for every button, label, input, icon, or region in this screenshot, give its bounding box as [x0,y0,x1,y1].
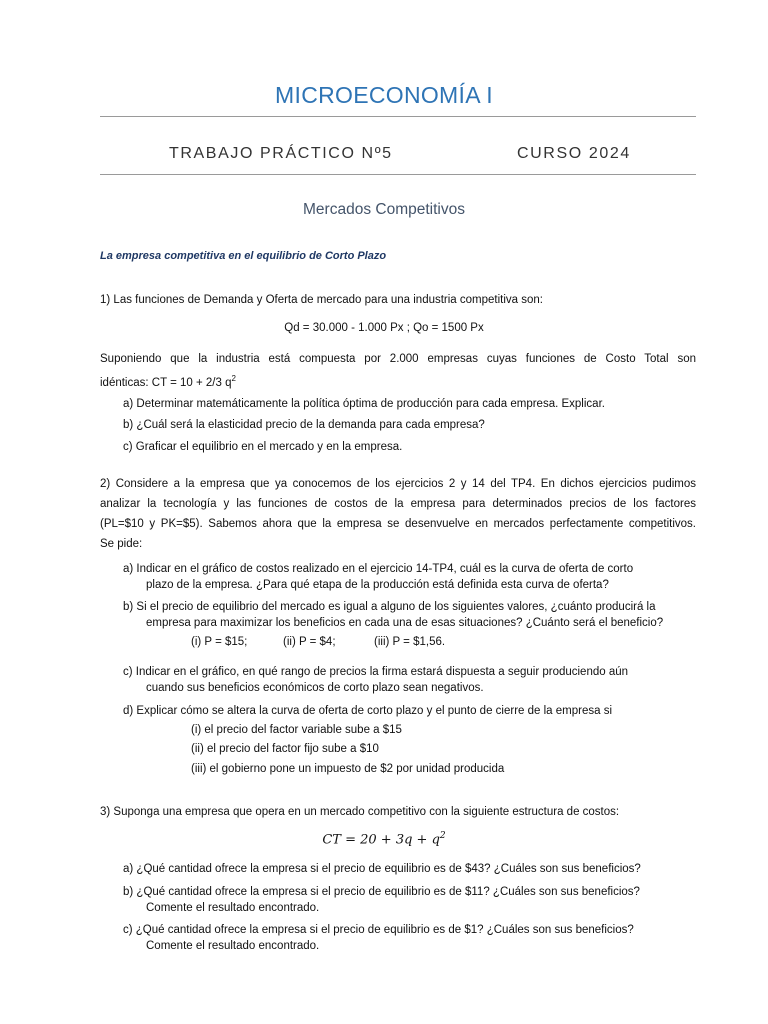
q3-item-b-line1: b) ¿Qué cantidad ofrece la empresa si el precio de equilibrio es de $11? ¿Cuáles son sus beneficios? [123,886,640,898]
q2-item-d-ii: (ii) el precio del factor fijo sube a $10 [191,743,379,755]
document-title: MICROECONOMÍA I [275,82,493,108]
q2-item-c-line1: c) Indicar en el gráfico, en qué rango de precios la firma estará dispuesta a seguir produciendo aún [123,666,629,678]
subheader-divider [100,174,696,175]
q2-price-i: (i) P = $15; [191,636,248,648]
q2-statement [100,474,696,554]
q3-exponent: 2 [439,831,446,841]
q3-item-c-line1: c) ¿Qué cantidad ofrece la empresa si el precio de equilibrio es de $1? ¿Cuáles son sus beneficios? [123,924,634,936]
q1-statement-line2 [100,369,696,393]
q2-line2: analizar la tecnología y las funciones de costos de la empresa para determinados precios de los factores [100,498,696,510]
course-year: CURSO 2024 [517,145,631,162]
q2-line4: Se pide: [100,538,143,550]
q3-item-a: a) ¿Qué cantidad ofrece la empresa si el precio de equilibrio es de $43? ¿Cuáles son sus beneficios? [123,863,641,875]
q3-item-c-line2: Comente el resultado encontrado. [146,940,320,952]
q2-item-a-line1: a) Indicar en el gráfico de costos realizado en el ejercicio 14-TP4, cuál es la curva de oferta de corto [123,563,634,575]
q2-item-c-line2: cuando sus beneficios económicos de corto plazo sean negativos. [146,682,484,694]
q1-item-c: c) Graficar el equilibrio en el mercado y en la empresa. [123,441,403,453]
q1-intro: 1) Las funciones de Demanda y Oferta de mercado para una industria competitiva son: [100,294,543,306]
q2-line1: 2) Considere a la empresa que ya conocemos de los ejercicios 2 y 14 del TP4. En dichos ejercicios pudimos [100,478,696,490]
q2-line3: (PL=$10 y PK=$5). Sabemos ahora que la empresa se desenvuelve en mercados perfectamente competitivos. [100,518,696,530]
q2-item-b-line2: empresa para maximizar los beneficios en cada una de esas situaciones? ¿Cuánto será el beneficio? [146,617,664,629]
q1-exponent: 2 [231,374,236,383]
q2-price-iii: (iii) P = $1,56. [374,636,446,648]
q3-equation [0,831,768,847]
q1-statement [100,349,696,393]
q3-item-b-line2: Comente el resultado encontrado. [146,902,320,914]
q1-statement-line2-text: idénticas: CT = 10 + 2/3 q [100,376,232,389]
topic-title: Mercados Competitivos [303,201,465,218]
q2-item-d-i: (i) el precio del factor variable sube a $15 [191,724,402,736]
practical-number: TRABAJO PRÁCTICO Nº5 [169,145,393,162]
q3-intro: 3) Suponga una empresa que opera en un mercado competitivo con la siguiente estructura de costos: [100,806,620,818]
section-heading: La empresa competitiva en el equilibrio de Corto Plazo [100,250,387,262]
q2-item-d: d) Explicar cómo se altera la curva de oferta de corto plazo y el punto de cierre de la empresa si [123,705,612,717]
q2-item-a-line2: plazo de la empresa. ¿Para qué etapa de la producción está definida esta curva de oferta? [146,579,609,591]
q1-statement-line1: Suponiendo que la industria está compuesta por 2.000 empresas cuyas funciones de Costo Total son [100,353,696,365]
q2-price-ii: (ii) P = $4; [283,636,336,648]
q1-equation: Qd = 30.000 - 1.000 Px ; Qo = 1500 Px [284,322,484,334]
title-divider [100,116,696,117]
q3-equation-text: CT = 20 + 3q + q [322,832,440,848]
q1-item-b: b) ¿Cuál será la elasticidad precio de la demanda para cada empresa? [123,419,485,431]
q1-item-a: a) Determinar matemáticamente la política óptima de producción para cada empresa. Explicar. [123,398,605,410]
q2-item-d-iii: (iii) el gobierno pone un impuesto de $2 por unidad producida [191,763,505,775]
q2-item-b-line1: b) Si el precio de equilibrio del mercado es igual a alguno de los siguientes valores, ¿cuánto producirá la [123,601,656,613]
